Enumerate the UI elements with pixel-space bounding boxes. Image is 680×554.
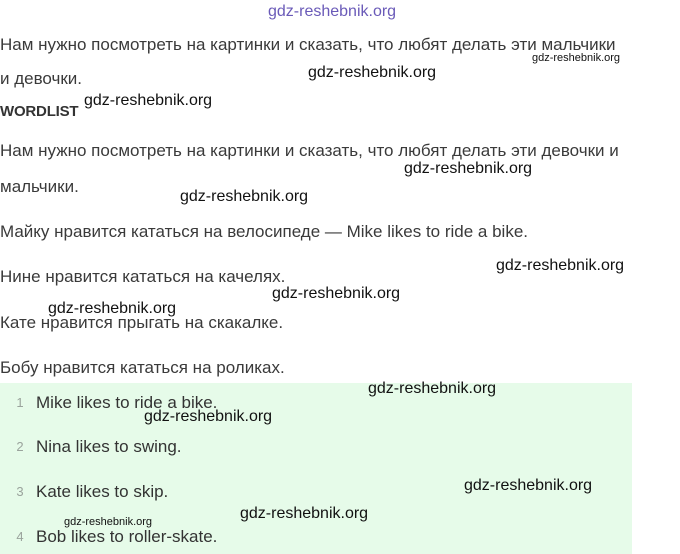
- answer-number: 3: [16, 484, 24, 499]
- watermark: gdz-reshebnik.org: [268, 3, 397, 20]
- sentence-nina: Нине нравится кататься на качелях.: [0, 267, 286, 286]
- watermark: gdz-reshebnik.org: [368, 380, 497, 397]
- watermark: gdz-reshebnik.org: [464, 477, 593, 494]
- answer-text: Bob likes to roller-skate.: [36, 527, 218, 546]
- answer-text: Nina likes to swing.: [36, 437, 182, 456]
- sentence-kate: Кате нравится прыгать на скакалке.: [0, 313, 284, 332]
- intro-line-2: и девочки.: [0, 69, 83, 88]
- answer-text: Mike likes to ride a bike.: [36, 393, 218, 412]
- answer-number: 1: [16, 395, 24, 410]
- wordlist-heading: WORDLIST: [0, 103, 79, 120]
- answer-number: 2: [16, 439, 24, 454]
- watermark: gdz-reshebnik.org: [496, 257, 625, 274]
- watermark: gdz-reshebnik.org: [180, 188, 309, 205]
- task-line-2: мальчики.: [0, 177, 79, 196]
- watermark: gdz-reshebnik.org: [272, 285, 401, 302]
- watermark: gdz-reshebnik.org: [84, 92, 213, 109]
- watermark: gdz-reshebnik.org: [144, 408, 273, 425]
- sentence-mike: Майку нравится кататься на велосипеде — Mike likes to ride a bike.: [0, 222, 529, 241]
- watermark: gdz-reshebnik.org: [404, 160, 533, 177]
- watermark: gdz-reshebnik.org: [532, 52, 621, 64]
- task-line-1: Нам нужно посмотреть на картинки и сказать, что любят делать эти девочки и: [0, 141, 619, 160]
- watermark: gdz-reshebnik.org: [64, 516, 153, 528]
- sentence-bob: Бобу нравится кататься на роликах.: [0, 358, 285, 377]
- answer-number: 4: [16, 529, 24, 544]
- watermark: gdz-reshebnik.org: [48, 300, 177, 317]
- intro-line-1: Нам нужно посмотреть на картинки и сказать, что любят делать эти мальчики: [0, 35, 616, 54]
- watermark: gdz-reshebnik.org: [240, 505, 369, 522]
- watermark: gdz-reshebnik.org: [308, 64, 437, 81]
- answer-text: Kate likes to skip.: [36, 482, 169, 501]
